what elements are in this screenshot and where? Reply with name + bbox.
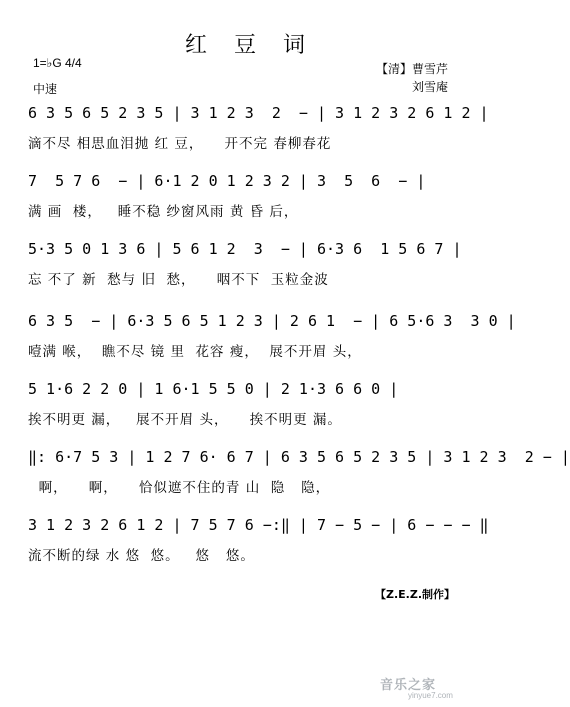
lyrics-line: 挨不明更 漏， 展不开眉 头， 挨不明更 漏。 xyxy=(28,412,342,428)
notation-line: 7 5 7 6 − | 6·1 2 0 1 2 3 2 | 3 5 6 − | xyxy=(28,172,426,190)
notation-line: 6 3 5 − | 6·3 5 6 5 1 2 3 | 2 6 1 − | 6 5·6 3 3 0 | xyxy=(28,312,516,330)
composer-credit: 刘雪庵 xyxy=(412,80,449,94)
lyrics-line: 滴不尽 相思血泪抛 红 豆， 开不完 春柳春花 xyxy=(28,136,332,152)
key-signature: 1=♭G 4/4 xyxy=(33,56,82,70)
lyrics-line: 忘 不了 新 愁与 旧 愁， 咽不下 玉粒金波 xyxy=(28,272,329,288)
watermark-url: yinyue7.com xyxy=(408,691,453,700)
watermark-name: 音乐之家 xyxy=(380,678,437,693)
notation-line: 6 3 5 6 5 2 3 5 | 3 1 2 3 2 − | 3 1 2 3 2 6 1 2 | xyxy=(28,104,489,122)
notation-line: 3 1 2 3 2 6 1 2 | 7 5 7 6 −:‖ | 7 − 5 − | 6 − − − ‖ xyxy=(28,516,489,534)
lyrics-line: 流不断的绿 水 悠 悠。 悠 悠。 xyxy=(28,548,255,564)
arranger-credit: 【Z.E.Z.制作】 xyxy=(375,588,456,601)
site-watermark xyxy=(380,674,492,704)
lyrics-line: 满 画 楼， 睡不稳 纱窗风雨 黄 昏 后， xyxy=(28,204,299,220)
notation-line: 5 1·6 2 2 0 | 1 6·1 5 5 0 | 2 1·3 6 6 0 | xyxy=(28,380,399,398)
notation-line: ‖: 6·7 5 3 | 1 2 7 6· 6 7 | 6 3 5 6 5 2 3 5 | 3 1 2 3 2 − | xyxy=(28,448,570,466)
notation-line: 5·3 5 0 1 3 6 | 5 6 1 2 3 − | 6·3 6 1 5 6 7 | xyxy=(28,240,462,258)
credits-block xyxy=(376,60,448,96)
lyricist-credit: 【清】曹雪芹 xyxy=(376,62,449,76)
lyrics-line: 啊， 啊， 恰似遮不住的青 山 隐 隐， xyxy=(28,480,331,496)
tempo-marking: 中速 xyxy=(33,82,58,96)
song-title: 红 豆 词 xyxy=(185,33,315,58)
lyrics-line: 噎满 喉， 瞧不尽 镜 里 花容 瘦， 展不开眉 头， xyxy=(28,344,362,360)
